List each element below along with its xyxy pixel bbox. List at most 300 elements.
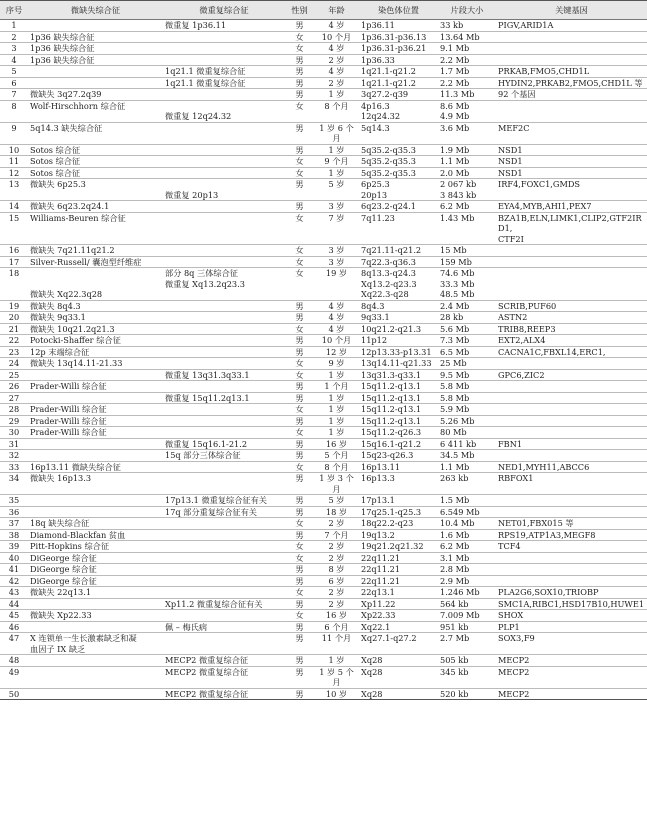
- cell-microdeletion: [28, 179, 163, 201]
- cell-age-line: 10 个月: [321, 31, 352, 42]
- cell-key-genes: [496, 156, 647, 168]
- table-row: [0, 144, 647, 156]
- cell-microdeletion: [28, 438, 163, 450]
- cell-index: 15: [8, 212, 20, 223]
- cell-microdeletion: [28, 598, 163, 610]
- cell-age-line: 4 岁: [328, 312, 345, 322]
- table-row: [0, 415, 647, 427]
- cell-key-genes: [496, 552, 647, 564]
- cell-microduplication-line: 部分 8q 三体综合征: [165, 268, 238, 278]
- cell-sex: 男: [295, 575, 304, 586]
- cell-microdeletion-line: Prader-Willi 综合征: [30, 404, 107, 414]
- cell-age-line: 2 岁: [328, 598, 345, 609]
- cell-chromosome-location-line: Xq28: [361, 666, 383, 677]
- cell-key-genes: [496, 655, 647, 667]
- cell-sex: 男: [295, 312, 304, 322]
- cell-microdeletion: [28, 256, 163, 268]
- cell-key-genes-line: ASTN2: [498, 312, 528, 322]
- cell-key-genes: [496, 621, 647, 633]
- cell-fragment-size: [438, 167, 496, 179]
- cell-chromosome-location-line: 15q11.2-q13.1: [361, 392, 422, 403]
- cell-age: [314, 541, 359, 553]
- table-row: [0, 666, 647, 688]
- cell-fragment-size-line: 28 kb: [440, 312, 464, 322]
- table-row: [0, 587, 647, 599]
- cell-age-line: 8 个月: [324, 461, 349, 472]
- cell-age: [314, 369, 359, 381]
- cell-fragment-size-line: 5.8 Mb: [440, 392, 470, 403]
- table-row: [0, 473, 647, 495]
- table-row: [0, 268, 647, 301]
- cell-age: [314, 201, 359, 213]
- cell-age: [314, 100, 359, 122]
- cell-age-line: 10 岁: [325, 688, 348, 699]
- cell-key-genes-line: EYA4,MYB,AHI1,PEX7: [498, 201, 592, 211]
- cell-key-genes: [496, 167, 647, 179]
- cell-key-genes: [496, 392, 647, 404]
- cell-age-line: 2 岁: [328, 587, 345, 597]
- cell-microduplication: [163, 404, 285, 416]
- cell-fragment-size-line: 80 Mb: [440, 427, 467, 437]
- cell-age: [314, 655, 359, 667]
- cell-fragment-size-line: 1.7 Mb: [440, 66, 470, 76]
- cell-age-line: 1 岁: [328, 392, 345, 403]
- cell-microdeletion: [28, 587, 163, 599]
- cell-chromosome-location-line: 1q21.1-q21.2: [361, 77, 416, 88]
- cell-key-genes-line: RBFOX1: [498, 473, 534, 483]
- cell-age-line: 月: [332, 483, 341, 494]
- cell-chromosome-location: [359, 564, 438, 576]
- cell-microdeletion: [28, 369, 163, 381]
- cell-microduplication: [163, 358, 285, 370]
- cell-age: [314, 89, 359, 101]
- cell-chromosome-location-line: 11p12: [361, 335, 388, 345]
- cell-index: 37: [8, 518, 20, 528]
- cell-microdeletion: [28, 404, 163, 416]
- cell-key-genes-line: MECP2: [498, 655, 530, 665]
- cell-index: 11: [8, 156, 20, 166]
- header-fragment-size: 片段大小: [438, 1, 496, 20]
- cell-microdeletion-line: 5q14.3 缺失综合征: [30, 122, 103, 133]
- cell-index: 19: [8, 300, 20, 311]
- cell-index: 14: [8, 201, 20, 211]
- cell-age: [314, 212, 359, 245]
- table-body: [0, 20, 647, 700]
- cell-fragment-size-line: 505 kb: [440, 655, 469, 665]
- cell-key-genes-line: FBN1: [498, 438, 523, 449]
- cell-microduplication: [163, 245, 285, 257]
- cell-microdeletion-line: 微缺失 Xq22.3q28: [30, 289, 103, 299]
- cell-key-genes: [496, 346, 647, 358]
- cell-microduplication-line: 微重复 13q31.3q33.1: [165, 369, 250, 380]
- cell-index: 29: [8, 415, 20, 426]
- header-microduplication: 微重复综合征: [163, 1, 285, 20]
- cell-microduplication-line: 17p13.1 微重复综合征有关: [165, 495, 267, 505]
- cell-chromosome-location-line: 20p13: [361, 189, 388, 200]
- cell-microdeletion: [28, 201, 163, 213]
- cell-microduplication: [163, 473, 285, 495]
- cell-chromosome-location-line: Xq13.2-q23.3: [361, 278, 417, 289]
- cell-fragment-size-line: 10.4 Mb: [440, 518, 475, 528]
- cell-age-line: 1 岁: [328, 89, 345, 99]
- cell-age: [314, 688, 359, 700]
- cell-microdeletion-line: Sotos 综合征: [30, 144, 81, 155]
- cell-chromosome-location: [359, 43, 438, 55]
- cell-microduplication: [163, 31, 285, 43]
- cell-microduplication: [163, 20, 285, 32]
- cell-fragment-size-line: 3.1 Mb: [440, 552, 470, 563]
- cell-age-line: 4 岁: [328, 20, 345, 30]
- cell-microdeletion: [28, 506, 163, 518]
- cell-microdeletion: [28, 31, 163, 43]
- cell-microdeletion: [28, 666, 163, 688]
- cell-fragment-size-line: 520 kb: [440, 688, 469, 699]
- cell-chromosome-location-line: 1p36.31-p36.13: [361, 31, 427, 42]
- cell-microduplication-line: 佩 – 梅氏病: [165, 621, 208, 632]
- cell-microdeletion: [28, 20, 163, 32]
- cell-microduplication: [163, 323, 285, 335]
- cell-age-line: 19 岁: [325, 268, 348, 278]
- cell-chromosome-location: [359, 212, 438, 245]
- cell-chromosome-location: [359, 415, 438, 427]
- cell-sex: 男: [295, 529, 304, 540]
- cell-microdeletion: [28, 655, 163, 667]
- cell-microdeletion: [28, 552, 163, 564]
- cell-chromosome-location: [359, 77, 438, 89]
- table-row: [0, 100, 647, 122]
- cell-chromosome-location-line: 12p13.33-p13.31: [361, 346, 432, 357]
- cell-fragment-size-line: 1.6 Mb: [440, 529, 470, 540]
- cell-microduplication-line: 微重复 12q24.32: [165, 111, 232, 121]
- cell-key-genes: [496, 144, 647, 156]
- cell-age: [314, 564, 359, 576]
- cell-chromosome-location-line: 9q33.1: [361, 312, 390, 322]
- cell-microdeletion-line: 微缺失 16p13.3: [30, 473, 92, 483]
- cell-chromosome-location: [359, 506, 438, 518]
- table-row: [0, 358, 647, 370]
- table-row: [0, 346, 647, 358]
- cell-fragment-size: [438, 256, 496, 268]
- cell-sex: 男: [295, 655, 304, 665]
- cell-fragment-size: [438, 506, 496, 518]
- cell-age-line: 11 个月: [321, 633, 352, 643]
- cell-fragment-size-line: 263 kb: [440, 473, 469, 483]
- cell-microduplication: [163, 450, 285, 462]
- cell-key-genes-line: TRIB8,REEP3: [498, 323, 556, 334]
- cell-microdeletion-line: [30, 111, 161, 122]
- cell-key-genes-line: NSD1: [498, 144, 523, 155]
- cell-fragment-size-line: 1.5 Mb: [440, 495, 470, 505]
- cell-key-genes: [496, 587, 647, 599]
- cell-microdeletion-line: 微缺失 9q33.1: [30, 312, 86, 322]
- cell-microdeletion-line: Potocki-Shaffer 综合征: [30, 335, 121, 345]
- cell-microduplication: [163, 666, 285, 688]
- cell-key-genes: [496, 438, 647, 450]
- cell-sex: 女: [295, 167, 304, 178]
- cell-sex: 男: [295, 415, 304, 426]
- cell-age-line: 2 岁: [328, 77, 345, 88]
- cell-chromosome-location: [359, 541, 438, 553]
- cell-fragment-size: [438, 358, 496, 370]
- cell-sex: 女: [295, 358, 304, 368]
- cell-age: [314, 54, 359, 66]
- cell-chromosome-location-line: 15q11.2-q13.1: [361, 415, 422, 426]
- cell-age-line: 1 岁 3 个: [319, 473, 354, 483]
- cell-chromosome-location-line: 5q35.2-q35.3: [361, 167, 416, 178]
- cell-fragment-size: [438, 212, 496, 245]
- cell-age: [314, 450, 359, 462]
- cell-age-line: 1 岁: [328, 427, 345, 437]
- table-row: [0, 381, 647, 393]
- cell-key-genes-line: TCF4: [498, 541, 521, 551]
- cell-index: 10: [8, 144, 20, 155]
- cell-chromosome-location-line: 6q23.2-q24.1: [361, 201, 416, 211]
- cell-microdeletion-line: 16p13.11 微缺失综合征: [30, 461, 121, 472]
- cell-fragment-size-line: 1.43 Mb: [440, 212, 475, 223]
- cell-key-genes-line: RPS19,ATP1A3,MEGF8: [498, 529, 596, 540]
- cell-key-genes: [496, 415, 647, 427]
- cell-microdeletion: [28, 461, 163, 473]
- cell-microdeletion-line: 血因子 IX 缺乏: [30, 643, 86, 654]
- cell-microdeletion: [28, 427, 163, 439]
- cell-chromosome-location-line: 8q13.3-q24.3: [361, 268, 416, 278]
- cell-chromosome-location-line: 22q11.21: [361, 552, 401, 563]
- cell-index: 22: [8, 335, 20, 345]
- table-row: [0, 575, 647, 587]
- cell-sex: 男: [295, 633, 304, 643]
- cell-sex: 男: [295, 666, 304, 677]
- cell-chromosome-location-line: 18q22.2-q23: [361, 518, 414, 528]
- cell-chromosome-location-line: Xq28: [361, 655, 383, 665]
- cell-chromosome-location: [359, 54, 438, 66]
- cell-microduplication-line: 1q21.1 微重复综合征: [165, 77, 246, 88]
- table-row: [0, 529, 647, 541]
- table-row: [0, 245, 647, 257]
- cell-chromosome-location: [359, 552, 438, 564]
- cell-fragment-size: [438, 156, 496, 168]
- cell-microdeletion: [28, 268, 163, 301]
- cell-chromosome-location: [359, 31, 438, 43]
- cell-age-line: 1 岁: [328, 144, 345, 155]
- cell-fragment-size: [438, 575, 496, 587]
- cell-sex: 男: [295, 381, 304, 391]
- table-row: [0, 167, 647, 179]
- cell-microduplication: [163, 506, 285, 518]
- cell-chromosome-location-line: 17q25.1-q25.3: [361, 506, 422, 517]
- cell-microduplication: [163, 621, 285, 633]
- cell-microduplication: [163, 66, 285, 78]
- cell-microdeletion: [28, 564, 163, 576]
- cell-sex: 女: [295, 404, 304, 414]
- cell-key-genes: [496, 461, 647, 473]
- cell-fragment-size: [438, 312, 496, 324]
- cell-fragment-size: [438, 415, 496, 427]
- cell-chromosome-location-line: 13q14.11-q21.33: [361, 358, 432, 368]
- cell-key-genes-line: SCRIB,PUF60: [498, 300, 557, 311]
- cell-key-genes: [496, 335, 647, 347]
- cell-fragment-size: [438, 541, 496, 553]
- cell-fragment-size-line: 6 411 kb: [440, 438, 477, 449]
- cell-chromosome-location: [359, 144, 438, 156]
- table-row: [0, 369, 647, 381]
- cell-age-line: 9 岁: [328, 358, 345, 368]
- cell-age-line: 6 岁: [328, 575, 345, 586]
- cell-age-line: 1 岁: [328, 369, 345, 380]
- cell-age-line: 1 岁 6 个: [319, 122, 354, 133]
- table-row: [0, 404, 647, 416]
- cell-sex: 男: [295, 688, 304, 699]
- cell-age-line: 4 岁: [328, 43, 345, 53]
- cell-index: 45: [8, 610, 20, 620]
- cell-age-line: 5 岁: [328, 179, 345, 189]
- cell-microdeletion: [28, 529, 163, 541]
- cell-microduplication-line: MECP2 微重复综合征: [165, 666, 249, 677]
- cell-sex: 男: [295, 54, 304, 65]
- cell-age: [314, 300, 359, 312]
- cell-sex: 男: [295, 473, 304, 483]
- header-microdeletion: 微缺失综合征: [28, 1, 163, 20]
- table-row: [0, 323, 647, 335]
- cell-age-line: 9 个月: [324, 156, 349, 166]
- cell-microduplication: [163, 179, 285, 201]
- cell-chromosome-location-line: 19q13.2: [361, 529, 395, 540]
- cell-fragment-size-line: 3 843 kb: [440, 189, 477, 200]
- cell-key-genes: [496, 404, 647, 416]
- cell-microduplication: [163, 495, 285, 507]
- cell-fragment-size: [438, 564, 496, 576]
- cell-sex: 男: [295, 564, 304, 574]
- cell-microdeletion: [28, 633, 163, 655]
- cell-age-line: 3 岁: [328, 201, 345, 211]
- cell-key-genes: [496, 598, 647, 610]
- cell-index: 16: [8, 245, 20, 255]
- cell-fragment-size: [438, 268, 496, 301]
- cell-fragment-size-line: 25 Mb: [440, 358, 467, 368]
- cell-fragment-size: [438, 450, 496, 462]
- cell-fragment-size-line: 5.8 Mb: [440, 381, 470, 391]
- cell-chromosome-location-line: 16p13.11: [361, 461, 401, 472]
- cell-fragment-size: [438, 461, 496, 473]
- cell-index: 47: [8, 633, 20, 643]
- cell-age-line: 1 岁: [328, 404, 345, 414]
- cell-microdeletion-line: 1p36 缺失综合征: [30, 43, 95, 53]
- cell-microdeletion-line: DiGeorge 综合征: [30, 552, 97, 563]
- cell-chromosome-location: [359, 346, 438, 358]
- cell-chromosome-location-line: 15q11.2-q13.1: [361, 404, 422, 414]
- cell-sex: 男: [295, 89, 304, 99]
- cell-sex: 男: [295, 335, 304, 345]
- cell-sex: 男: [295, 450, 304, 460]
- header-key-genes: 关键基因: [496, 1, 647, 20]
- cell-age: [314, 404, 359, 416]
- cell-microdeletion: [28, 323, 163, 335]
- header-index: 序号: [0, 1, 28, 20]
- cell-microdeletion: [28, 212, 163, 245]
- cell-microdeletion: [28, 392, 163, 404]
- cell-chromosome-location: [359, 633, 438, 655]
- cell-age: [314, 610, 359, 622]
- cell-index: 36: [8, 506, 20, 517]
- cell-chromosome-location-line: 6p25.3: [361, 179, 390, 189]
- cell-key-genes-line: BZA1B,ELN,LIMK1,CLIP2,GTF2IRD1,: [498, 212, 642, 233]
- cell-microduplication: [163, 381, 285, 393]
- cell-microdeletion-line: 微缺失 6p25.3: [30, 179, 86, 189]
- cell-age: [314, 461, 359, 473]
- cell-sex: 男: [295, 392, 304, 403]
- table-row: [0, 506, 647, 518]
- cell-microduplication: [163, 312, 285, 324]
- cell-chromosome-location-line: Xq27.1-q27.2: [361, 633, 417, 643]
- cell-fragment-size: [438, 122, 496, 144]
- cell-chromosome-location-line: 7q11.23: [361, 212, 395, 223]
- cell-microdeletion: [28, 473, 163, 495]
- cell-microdeletion-line: Silver-Russell/ 囊泡型纤维症: [30, 256, 142, 267]
- cell-fragment-size-line: 3.6 Mb: [440, 122, 470, 133]
- cell-sex: 男: [295, 506, 304, 517]
- cell-age-line: 16 岁: [325, 610, 348, 620]
- cell-fragment-size-line: 9.1 Mb: [440, 43, 470, 53]
- cell-microduplication: [163, 655, 285, 667]
- cell-key-genes: [496, 268, 647, 301]
- cell-key-genes-line: MECP2: [498, 666, 530, 677]
- cell-fragment-size-line: 7.3 Mb: [440, 335, 470, 345]
- cell-index: 40: [8, 552, 20, 563]
- cell-fragment-size: [438, 179, 496, 201]
- cell-chromosome-location-line: Xq22.3-q28: [361, 289, 409, 299]
- cell-microduplication-line: 微重复 Xq13.2q23.3: [165, 278, 245, 289]
- cell-fragment-size-line: 159 Mb: [440, 256, 472, 267]
- cell-fragment-size-line: 5.9 Mb: [440, 404, 470, 414]
- cell-microduplication: [163, 688, 285, 700]
- cell-age-line: 1 岁 5 个: [319, 666, 354, 677]
- cell-key-genes: [496, 201, 647, 213]
- cell-fragment-size-line: 5.6 Mb: [440, 323, 470, 334]
- cell-fragment-size: [438, 610, 496, 622]
- cell-fragment-size-line: 2.8 Mb: [440, 564, 470, 574]
- cell-microduplication-line: 微重复 15q16.1-21.2: [165, 438, 248, 449]
- cell-age: [314, 20, 359, 32]
- cell-fragment-size-line: 6.5 Mb: [440, 346, 470, 357]
- cell-microdeletion: [28, 43, 163, 55]
- cell-chromosome-location-line: Xq22.1: [361, 621, 391, 632]
- cell-microduplication: [163, 575, 285, 587]
- cell-microdeletion-line: Williams-Beuren 综合征: [30, 212, 126, 223]
- cell-fragment-size-line: 345 kb: [440, 666, 469, 677]
- cell-sex: 女: [295, 256, 304, 267]
- table-row: [0, 688, 647, 700]
- cell-key-genes: [496, 518, 647, 530]
- cell-microdeletion-line: 微缺失 Xp22.33: [30, 610, 92, 620]
- cell-fragment-size: [438, 66, 496, 78]
- cell-age-line: 6 个月: [324, 621, 349, 632]
- table-row: [0, 541, 647, 553]
- cell-microdeletion-line: Prader-Willi 综合征: [30, 381, 107, 391]
- cell-fragment-size: [438, 666, 496, 688]
- cell-age: [314, 552, 359, 564]
- cell-key-genes: [496, 495, 647, 507]
- cell-microduplication: [163, 144, 285, 156]
- cell-key-genes: [496, 300, 647, 312]
- cell-microdeletion: [28, 495, 163, 507]
- cell-microdeletion-line: 微缺失 6q23.2q24.1: [30, 201, 110, 211]
- cell-age: [314, 312, 359, 324]
- cell-sex: 女: [295, 156, 304, 166]
- table-row: [0, 156, 647, 168]
- cell-chromosome-location: [359, 438, 438, 450]
- cell-sex: 女: [295, 552, 304, 563]
- cell-microduplication: [163, 392, 285, 404]
- cell-key-genes-line: MEF2C: [498, 122, 530, 133]
